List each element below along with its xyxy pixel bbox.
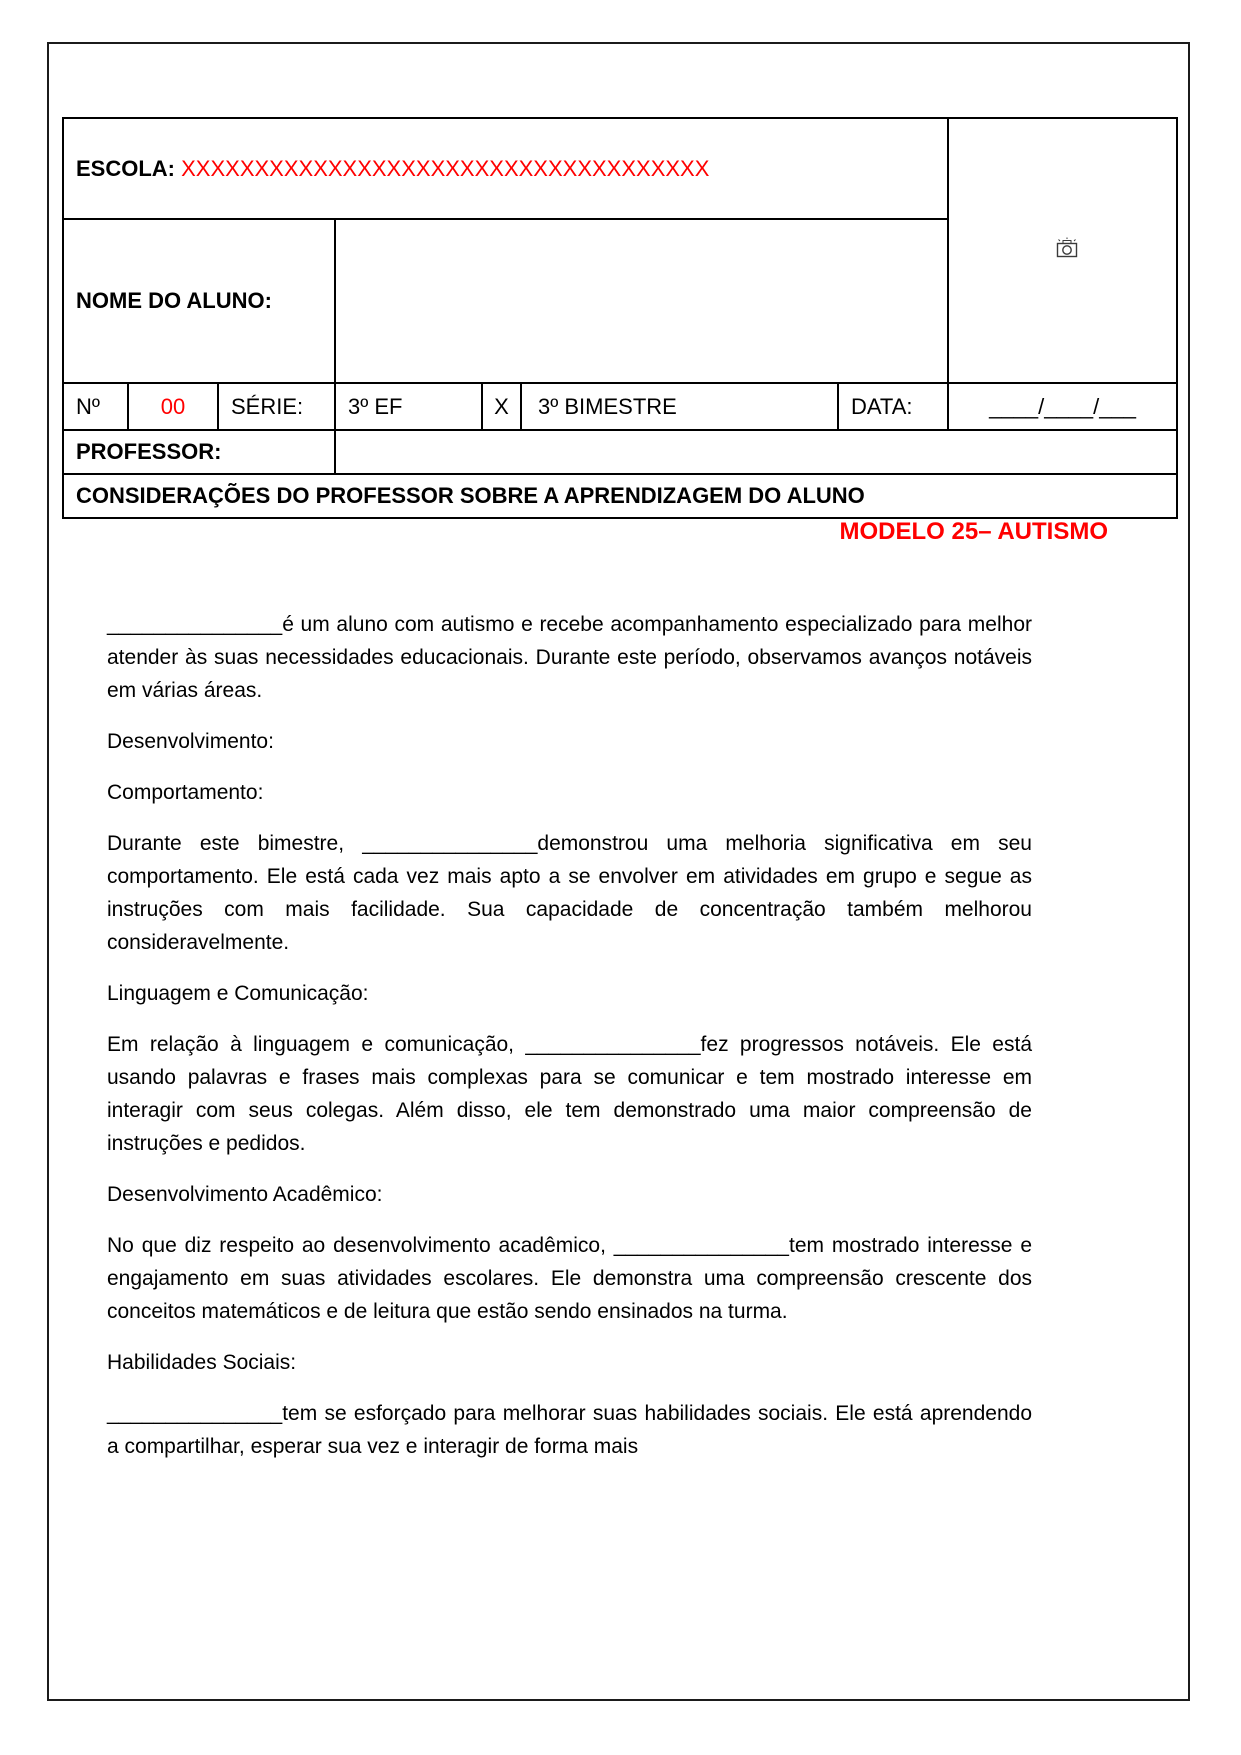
paragraph: _______________tem se esforçado para melhorar suas habilidades sociais. Ele está aprendendo a compartilhar, esperar sua vez e interagir de forma mais <box>107 1402 1032 1458</box>
section-heading: Desenvolvimento: <box>107 730 274 753</box>
student-name-label: NOME DO ALUNO: <box>63 219 335 383</box>
report-body <box>107 608 1032 1481</box>
paragraph: No que diz respeito ao desenvolvimento acadêmico, _______________tem mostrado interesse e engajamento em suas atividades escolares. Ele demonstra uma compreensão crescente dos conceitos matemáticos e de leitura que estão sendo ensinados na turma. <box>107 1234 1032 1323</box>
serie-value: 3º EF <box>335 383 482 430</box>
paragraph: Durante este bimestre, _______________demonstrou uma melhoria significativa em seu comportamento. Ele está cada vez mais apto a se envolver em atividades em grupo e segue as instruções com mais facilidade. Sua capacidade de concentração também melhorou consideravelmente. <box>107 832 1032 954</box>
student-info-table <box>62 117 1178 519</box>
section-heading: Habilidades Sociais: <box>107 1351 297 1374</box>
paragraph: _______________é um aluno com autismo e recebe acompanhamento especializado para melhor atender às suas necessidades educacionais. Durante este período, observamos avanços notáveis em várias áreas. <box>107 613 1032 702</box>
school-row-cell <box>63 118 948 219</box>
broken-image-icon <box>1054 236 1080 260</box>
data-value-field[interactable]: ____/____/___ <box>948 383 1177 430</box>
numero-value: 00 <box>128 383 218 430</box>
section-heading: Desenvolvimento Acadêmico: <box>107 1183 383 1206</box>
considerations-title: CONSIDERAÇÕES DO PROFESSOR SOBRE A APRENDIZAGEM DO ALUNO <box>63 474 1177 518</box>
serie-label: SÉRIE: <box>218 383 335 430</box>
model-label: MODELO 25– AUTISMO <box>839 518 1108 545</box>
data-label: DATA: <box>838 383 948 430</box>
professor-value-cell[interactable] <box>335 430 1177 474</box>
section-heading: Comportamento: <box>107 781 264 804</box>
bimestre-value: 3º BIMESTRE <box>521 383 838 430</box>
professor-label: PROFESSOR: <box>63 430 335 474</box>
bimestre-check: X <box>482 383 521 430</box>
photo-cell <box>948 118 1177 383</box>
school-value: XXXXXXXXXXXXXXXXXXXXXXXXXXXXXXXXXXXX <box>181 155 710 181</box>
paragraph: Em relação à linguagem e comunicação, _______________fez progressos notáveis. Ele está usando palavras e frases mais complexas para se comunicar e tem mostrado interesse em interagir com seus colegas. Além disso, ele tem demonstrado uma maior compreensão de instruções e pedidos. <box>107 1033 1032 1155</box>
student-name-value-cell[interactable] <box>335 219 948 383</box>
page-border-frame <box>47 42 1190 1701</box>
section-heading: Linguagem e Comunicação: <box>107 982 369 1005</box>
numero-label: Nº <box>63 383 128 430</box>
school-label: ESCOLA: <box>76 155 175 181</box>
